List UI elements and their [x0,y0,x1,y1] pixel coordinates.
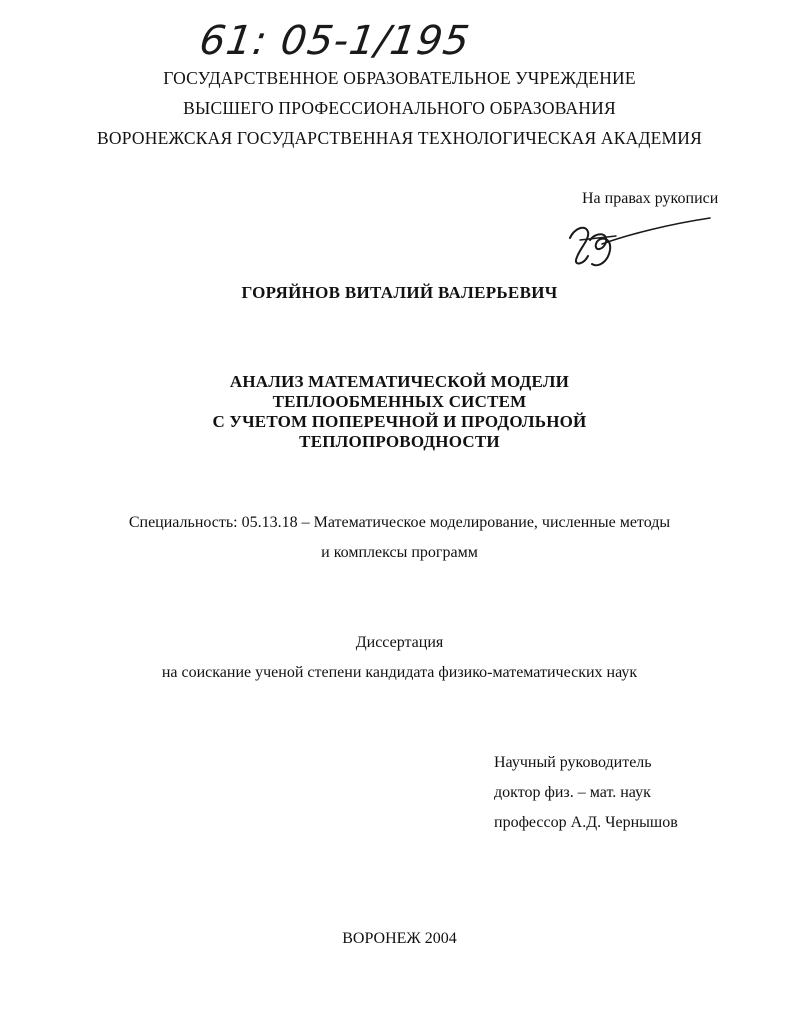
institution-line-2: ВЫСШЕГО ПРОФЕССИОНАЛЬНОГО ОБРАЗОВАНИЯ [183,98,616,118]
city-year: ВОРОНЕЖ 2004 [342,930,457,947]
author-name: ГОРЯЙНОВ ВИТАЛИЙ ВАЛЕРЬЕВИЧ [241,283,558,302]
title-line-4: ТЕПЛОПРОВОДНОСТИ [299,432,500,451]
degree-line: на соискание ученой степени кандидата физико-математических наук [161,664,638,681]
advisor-role: Научный руководитель [494,754,652,771]
manuscript-rights-note: На правах рукописи [582,190,719,207]
specialty-line-1: Специальность: 05.13.18 – Математическое моделирование, численные методы [128,514,671,531]
institution-line-3: ВОРОНЕЖСКАЯ ГОСУДАРСТВЕННАЯ ТЕХНОЛОГИЧЕСКАЯ АКАДЕМИЯ [97,128,702,148]
advisor-name: профессор А.Д. Чернышов [494,814,678,831]
title-line-1: АНАЛИЗ МАТЕМАТИЧЕСКОЙ МОДЕЛИ [229,372,570,391]
advisor-degree: доктор физ. – мат. наук [494,784,651,801]
title-line-2: ТЕПЛООБМЕННЫХ СИСТЕМ [272,392,527,411]
institution-line-1: ГОСУДАРСТВЕННОЕ ОБРАЗОВАТЕЛЬНОЕ УЧРЕЖДЕНИЕ [163,68,636,88]
specialty-line-2: и комплексы программ [321,544,478,561]
title-line-3: С УЧЕТОМ ПОПЕРЕЧНОЙ И ПРОДОЛЬНОЙ [212,412,587,431]
handwritten-catalog-number-text: 61: 05-1/195 [196,18,473,64]
dissertation-label: Диссертация [355,634,444,651]
signature-icon [560,210,720,272]
author-signature [560,210,720,272]
